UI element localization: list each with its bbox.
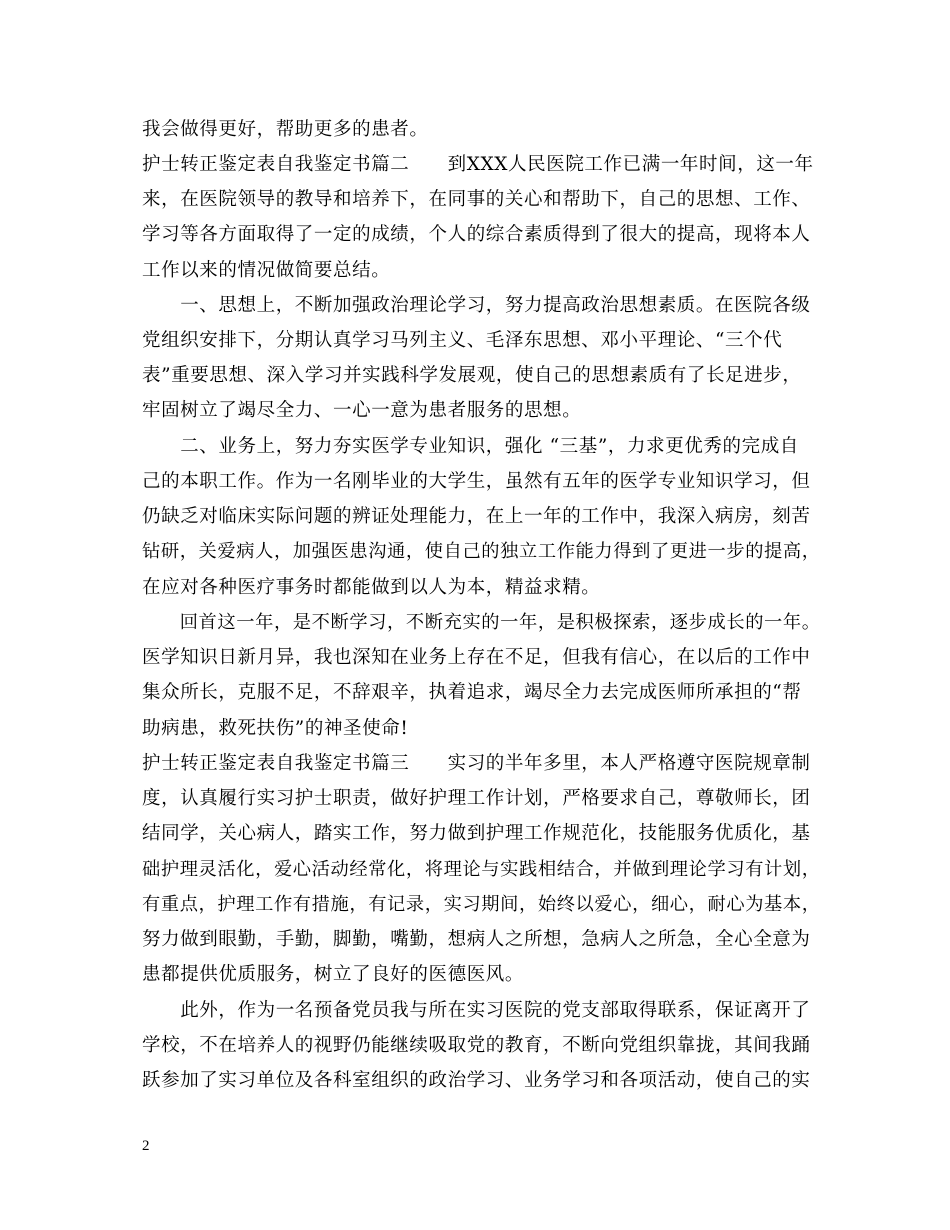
text-line: 牢固树立了竭尽全力、一心一意为患者服务的思想。 bbox=[142, 400, 582, 421]
text-line: 度，认真履行实习护士职责，做好护理工作计划，严格要求自己，尊敬师长，团 bbox=[142, 788, 811, 809]
text-line: 工作以来的情况做简要总结。 bbox=[142, 260, 391, 281]
page-number: 2 bbox=[142, 1138, 150, 1154]
text-line: 二、业务上，努力夯实医学专业知识，强化 “三基”，力求更优秀的完成自 bbox=[142, 436, 799, 457]
text-line: 此外，作为一名预备党员我与所在实习医院的党支部取得联系，保证离开了 bbox=[142, 1000, 811, 1021]
text-line: 有重点，护理工作有措施，有记录，实习期间，始终以爱心，细心，耐心为基本， bbox=[142, 894, 821, 915]
text-line: 跃参加了实习单位及各科室组织的政治学习、业务学习和各项活动，使自己的实 bbox=[142, 1070, 811, 1091]
text-line: 医学知识日新月异，我也深知在业务上存在不足，但我有信心，在以后的工作中 bbox=[142, 647, 811, 668]
text-line: 我会做得更好，帮助更多的患者。 bbox=[142, 119, 429, 140]
text-line: 础护理灵活化，爱心活动经常化，将理论与实践相结合，并做到理论学习有计划， bbox=[142, 859, 821, 880]
text-line: 努力做到眼勤，手勤，脚勤，嘴勤，想病人之所想，急病人之所急，全心全意为 bbox=[142, 929, 811, 950]
text-line: 集众所长，克服不足，不辞艰辛，执着追求，竭尽全力去完成医师所承担的“帮 bbox=[142, 682, 802, 703]
text-line: 患都提供优质服务，树立了良好的医德医风。 bbox=[142, 964, 525, 985]
text-line: 党组织安排下，分期认真学习马列主义、毛泽东思想、邓小平理论、“三个代 bbox=[142, 330, 783, 351]
text-line: 己的本职工作。作为一名刚毕业的大学生，虽然有五年的医学专业知识学习，但 bbox=[142, 471, 811, 492]
text-line: 在应对各种医疗事务时都能做到以人为本，精益求精。 bbox=[142, 577, 601, 598]
text-line: 表”重要思想、深入学习并实践科学发展观，使自己的思想素质有了长足进步， bbox=[142, 365, 802, 386]
text-line: 一、思想上，不断加强政治理论学习，努力提高政治思想素质。在医院各级 bbox=[142, 295, 811, 316]
text-line: 回首这一年，是不断学习，不断充实的一年，是积极探索，逐步成长的一年。 bbox=[142, 612, 821, 633]
text-line: 来，在医院领导的教导和培养下，在同事的关心和帮助下，自己的思想、工作、 bbox=[142, 189, 811, 210]
text-line: 护士转正鉴定表自我鉴定书篇三 实习的半年多里，本人严格遵守医院规章制 bbox=[142, 753, 811, 774]
text-line: 护士转正鉴定表自我鉴定书篇二 到XXX人民医院工作已满一年时间，这一年 bbox=[142, 154, 814, 175]
text-line: 结同学，关心病人，踏实工作，努力做到护理工作规范化，技能服务优质化，基 bbox=[142, 823, 811, 844]
text-line: 钻研，关爱病人，加强医患沟通，使自己的独立工作能力得到了更进一步的提高， bbox=[142, 541, 821, 562]
text-line: 助病患，救死扶伤”的神圣使命! bbox=[142, 718, 409, 739]
text-line: 学习等各方面取得了一定的成绩，个人的综合素质得到了很大的提高，现将本人 bbox=[142, 224, 811, 245]
text-line: 学校，不在培养人的视野仍能继续吸取党的教育，不断向党组织靠拢，其间我踊 bbox=[142, 1035, 811, 1056]
text-line: 仍缺乏对临床实际问题的辨证处理能力，在上一年的工作中，我深入病房，刻苦 bbox=[142, 506, 811, 527]
